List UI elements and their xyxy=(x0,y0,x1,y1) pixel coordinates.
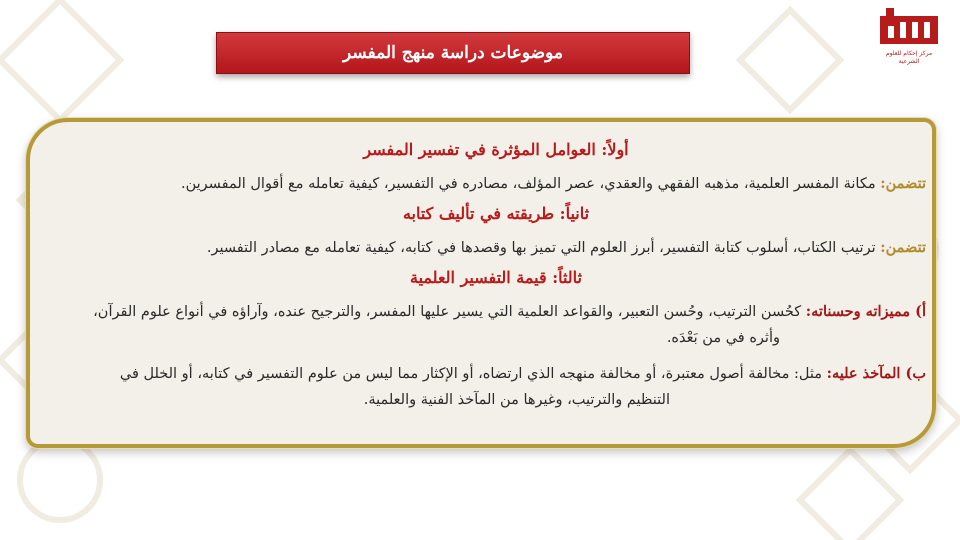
body-label: تتضمن: xyxy=(880,239,926,256)
criticisms-line-2 xyxy=(66,388,926,412)
merits-line-2 xyxy=(70,326,930,350)
logo-caption: مركز إحكام للعلوم الشرعية xyxy=(885,50,933,65)
page-title: موضوعات دراسة منهج المفسر xyxy=(343,43,563,63)
section-body-second xyxy=(66,236,926,260)
body-text: ترتيب الكتاب، أسلوب كتابة التفسير، أبرز العلوم التي تميز بها وقصدها في كتابه، كيفية تعامله مع مصادر التفسير. xyxy=(206,240,876,256)
criticisms-text: مثل: مخالفة أصول معتبرة، أو مخالفة منهجه الذي ارتضاه، أو الإكثار مما ليس من علوم التفسير في كتابه، أو الخلل في xyxy=(119,366,822,382)
criticisms-text-continued: التنظيم والترتيب، وغيرها من المآخذ الفنية والعلمية. xyxy=(363,392,670,408)
heading-prefix: أولاً: xyxy=(601,140,629,159)
merits-text: كحُسن الترتيب، وحُسن التعبير، والقواعد العلمية التي يسير عليها المفسر، والترجيح عنده، وآراؤه في أنواع علوم القرآن، xyxy=(93,304,802,320)
merits-text-continued: وأثره في من بَعْدَه. xyxy=(666,330,780,346)
body-label: تتضمن: xyxy=(880,175,926,192)
heading-prefix: ثانياً: xyxy=(559,204,590,223)
heading-prefix: ثالثاً: xyxy=(552,268,582,287)
section-heading-second xyxy=(66,202,926,226)
body-text: مكانة المفسر العلمية، مذهبه الفقهي والعقدي، عصر المؤلف، مصادره في التفسير، كيفية تعامله مع أقوال المفسرين. xyxy=(180,176,876,192)
heading-text: قيمة التفسير العلمية xyxy=(410,268,547,287)
heading-text: طريقته في تأليف كتابه xyxy=(402,204,555,223)
logo xyxy=(878,6,940,68)
criticisms-line-1 xyxy=(66,362,926,386)
section-heading-third xyxy=(66,266,926,290)
criticisms-label: ب) المآخذ عليه: xyxy=(826,365,926,382)
merits-label: أ) مميزاته وحسناته: xyxy=(805,303,926,320)
logo-mark-icon xyxy=(878,6,940,46)
merits-line-1 xyxy=(66,300,926,324)
content-text xyxy=(36,128,926,440)
section-body-first xyxy=(66,172,926,196)
title-banner xyxy=(216,32,690,74)
section-heading-first xyxy=(66,138,926,162)
heading-text: العوامل المؤثرة في تفسير المفسر xyxy=(363,140,596,159)
